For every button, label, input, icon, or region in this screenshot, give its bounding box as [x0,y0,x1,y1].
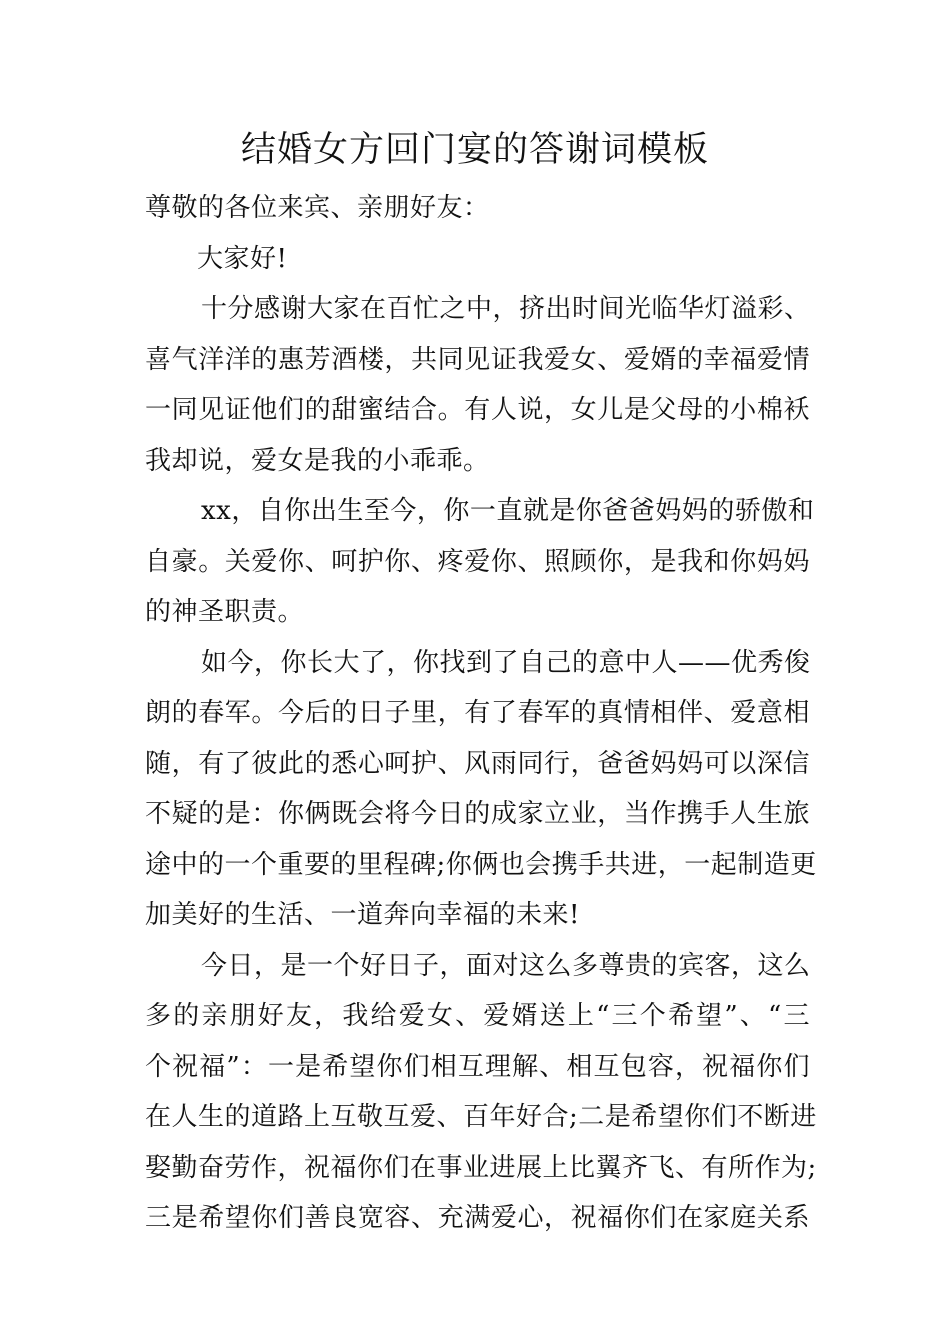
greeting-line: 大家好! [197,243,288,274]
body-line: 多的亲朋好友，我给爱女、爱婿送上“三个希望”、“三 [145,1001,810,1031]
document-title: 结婚女方回门宴的答谢词模板 [240,130,709,170]
body-line: 加美好的生活、一道奔向幸福的未来! [145,900,580,930]
body-line: 个祝福”：一是希望你们相互理解、相互包容，祝福你们 [145,1051,810,1082]
body-line: 娶勤奋劳作，祝福你们在事业进展上比翼齐飞、有所作为; [145,1152,817,1183]
body-line: xx，自你出生至今，你一直就是你爸爸妈妈的骄傲和 [201,496,815,526]
body-line: 在人生的道路上互敬互爱、百年好合;二是希望你们不断进 [145,1102,817,1132]
body-line: 我却说，爱女是我的小乖乖。 [145,445,490,476]
document-body [145,183,817,1244]
body-line: 自豪。关爱你、呵护你、疼爱你、照顾你，是我和你妈妈 [145,546,810,577]
body-line: 的神圣职责。 [145,597,305,627]
body-line: 随，有了彼此的悉心呵护、风雨同行，爸爸妈妈可以深信 [145,748,810,779]
body-line: 朗的春军。今后的日子里，有了春军的真情相伴、爱意相 [145,698,810,728]
salutation-line: 尊敬的各位来宾、亲朋好友： [145,193,490,223]
body-line: 不疑的是：你俩既会将今日的成家立业，当作携手人生旅 [145,799,810,829]
body-line: 今日，是一个好日子，面对这么多尊贵的宾客，这么 [201,950,811,981]
body-line: 三是希望你们善良宽容、充满爱心，祝福你们在家庭关系 [145,1203,810,1233]
body-line: 途中的一个重要的里程碑;你俩也会携手共进，一起制造更 [145,849,817,880]
body-line: 十分感谢大家在百忙之中，挤出时间光临华灯溢彩、 [201,294,811,324]
body-line: 一同见证他们的甜蜜结合。有人说，女儿是父母的小棉袄 [145,395,810,425]
body-line: 如今，你长大了，你找到了自己的意中人——优秀俊 [201,647,811,678]
body-line: 喜气洋洋的惠芳酒楼，共同见证我爱女、爱婿的幸福爱情 [145,344,810,375]
